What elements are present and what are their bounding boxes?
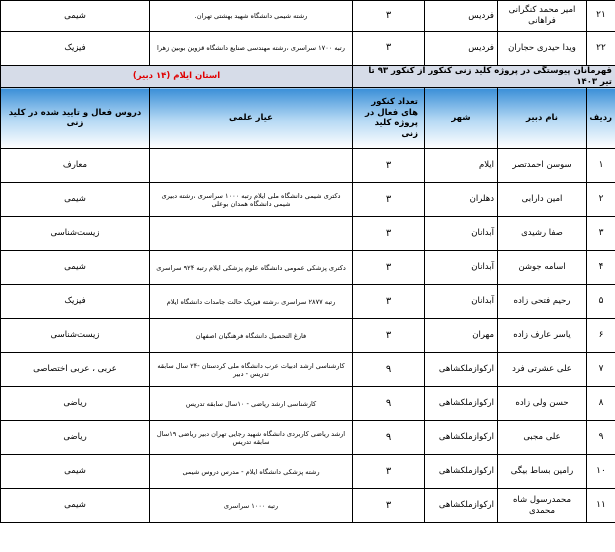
table-row bbox=[1, 1, 615, 32]
cell-city: ارکوازملکشاهی bbox=[425, 489, 498, 523]
cell-science: رتبه ۱۷۰۰ سراسری ،رشته مهندسی صنایع دانشگاه قزوین بوبین زهرا bbox=[150, 32, 353, 66]
cell-city: آبدانان bbox=[425, 285, 498, 319]
header-row bbox=[1, 88, 615, 149]
cell-lessons: شیمی bbox=[1, 489, 150, 523]
cell-lessons: فیزیک bbox=[1, 285, 150, 319]
header-rank: ردیف bbox=[587, 88, 615, 149]
cell-city: دهلران bbox=[425, 183, 498, 217]
cell-name: علی مجبی bbox=[498, 421, 587, 455]
cell-rank: ۶ bbox=[587, 319, 615, 353]
table-row bbox=[1, 489, 615, 523]
cell-count: ۳ bbox=[353, 251, 425, 285]
cell-name: امیر محمد کنگرانی فراهانی bbox=[498, 1, 587, 32]
cell-rank: ۱۰ bbox=[587, 455, 615, 489]
cell-name: سوسن احمدتصر bbox=[498, 149, 587, 183]
cell-name: صفا رشیدی bbox=[498, 217, 587, 251]
cell-name: ویدا حیدری حجاران bbox=[498, 32, 587, 66]
cell-science: رتبه ۲۸۷۷ سراسری ،رشته فیزیک حالت جامدات دانشگاه ایلام bbox=[150, 285, 353, 319]
cell-rank: ۹ bbox=[587, 421, 615, 455]
cell-count: ۳ bbox=[353, 489, 425, 523]
cell-science: کارشناسی ارشد ریاضی - ۱۰سال سابقه تدریس bbox=[150, 387, 353, 421]
table-row bbox=[1, 32, 615, 66]
province-banner bbox=[1, 66, 615, 88]
cell-science: کارشناسی ارشد ادبیات عرب دانشگاه ملی کردستان -۲۴ سال سابقه تدریس - دبیر bbox=[150, 353, 353, 387]
cell-count: ۳ bbox=[353, 319, 425, 353]
cell-count: ۳ bbox=[353, 32, 425, 66]
cell-count: ۳ bbox=[353, 1, 425, 32]
table-row bbox=[1, 387, 615, 421]
cell-count: ۹ bbox=[353, 387, 425, 421]
cell-count: ۹ bbox=[353, 353, 425, 387]
cell-rank: ۷ bbox=[587, 353, 615, 387]
cell-rank: ۴ bbox=[587, 251, 615, 285]
cell-count: ۳ bbox=[353, 455, 425, 489]
cell-count: ۳ bbox=[353, 285, 425, 319]
cell-lessons: شیمی bbox=[1, 251, 150, 285]
cell-name: رامین بساط بیگی bbox=[498, 455, 587, 489]
cell-science: دکتری پزشکی عمومی دانشگاه علوم پزشکی ایلام رتبه ۹۲۴ سراسری bbox=[150, 251, 353, 285]
cell-city: ایلام bbox=[425, 149, 498, 183]
cell-lessons: عربی ، عربی اختصاصی bbox=[1, 353, 150, 387]
cell-lessons: شیمی bbox=[1, 455, 150, 489]
table-row bbox=[1, 455, 615, 489]
cell-lessons: فیزیک bbox=[1, 32, 150, 66]
header-count: تعداد کنکور های فعال در پروژه کلید زنی bbox=[353, 88, 425, 149]
table-row bbox=[1, 421, 615, 455]
cell-city: ارکوازملکشاهی bbox=[425, 421, 498, 455]
cell-name: امین دارابی bbox=[498, 183, 587, 217]
cell-science bbox=[150, 149, 353, 183]
header-lessons: دروس فعال و تایید شده در کلید زنی bbox=[1, 88, 150, 149]
cell-science: رتبه ۱۰۰۰ سراسری bbox=[150, 489, 353, 523]
cell-lessons: معارف bbox=[1, 149, 150, 183]
cell-rank: ۸ bbox=[587, 387, 615, 421]
cell-science bbox=[150, 217, 353, 251]
cell-name: یاسر عارف زاده bbox=[498, 319, 587, 353]
cell-rank: ۱۱ bbox=[587, 489, 615, 523]
cell-rank: ۲۲ bbox=[587, 32, 615, 66]
cell-count: ۳ bbox=[353, 183, 425, 217]
cell-count: ۹ bbox=[353, 421, 425, 455]
table-row bbox=[1, 285, 615, 319]
cell-name: رحیم فتحی زاده bbox=[498, 285, 587, 319]
cell-lessons: ریاضی bbox=[1, 421, 150, 455]
cell-science: فارغ التحصیل دانشگاه فرهنگیان اصفهان bbox=[150, 319, 353, 353]
cell-rank: ۲۱ bbox=[587, 1, 615, 32]
cell-count: ۳ bbox=[353, 217, 425, 251]
cell-city: فردیس bbox=[425, 32, 498, 66]
header-name: نام دبیر bbox=[498, 88, 587, 149]
cell-city: مهران bbox=[425, 319, 498, 353]
table-row bbox=[1, 251, 615, 285]
cell-lessons: زیست‌شناسی bbox=[1, 217, 150, 251]
cell-science: رشته شیمی دانشگاه شهید بهشتی تهران. bbox=[150, 1, 353, 32]
cell-lessons: شیمی bbox=[1, 1, 150, 32]
table-row bbox=[1, 217, 615, 251]
cell-city: آبدانان bbox=[425, 217, 498, 251]
cell-city: ارکوازملکشاهی bbox=[425, 387, 498, 421]
cell-city: فردیس bbox=[425, 1, 498, 32]
cell-name: اسامه جوشن bbox=[498, 251, 587, 285]
cell-name: حسن ولی زاده bbox=[498, 387, 587, 421]
table-row bbox=[1, 353, 615, 387]
table-row bbox=[1, 319, 615, 353]
cell-rank: ۳ bbox=[587, 217, 615, 251]
cell-name: محمدرسول شاه محمدی bbox=[498, 489, 587, 523]
cell-lessons: ریاضی bbox=[1, 387, 150, 421]
cell-city: ارکوازملکشاهی bbox=[425, 455, 498, 489]
cell-city: آبدانان bbox=[425, 251, 498, 285]
cell-city: ارکوازملکشاهی bbox=[425, 353, 498, 387]
table-row bbox=[1, 149, 615, 183]
cell-rank: ۱ bbox=[587, 149, 615, 183]
cell-rank: ۵ bbox=[587, 285, 615, 319]
header-science: عیار علمی bbox=[150, 88, 353, 149]
banner-title: قهرمانان پیوستگی در پروژه کلید زنی کنکور از کنکور ۹۳ تا تیر ۱۴۰۳ bbox=[353, 66, 615, 88]
table-row bbox=[1, 183, 615, 217]
cell-lessons: شیمی bbox=[1, 183, 150, 217]
cell-science: رشته پزشکی دانشگاه ایلام - مدرس دروس شیمی bbox=[150, 455, 353, 489]
cell-lessons: زیست‌شناسی bbox=[1, 319, 150, 353]
cell-rank: ۲ bbox=[587, 183, 615, 217]
cell-name: علی عشرتی فرد bbox=[498, 353, 587, 387]
cell-science: ارشد ریاضی کاربردی دانشگاه شهید رجایی تهران دبیر ریاضی ۱۹سال سابقه تدریس bbox=[150, 421, 353, 455]
cell-count: ۳ bbox=[353, 149, 425, 183]
province-title: استان ایلام (۱۴ دبیر) bbox=[1, 66, 353, 88]
header-city: شهر bbox=[425, 88, 498, 149]
cell-science: دکتری شیمی دانشگاه ملی ایلام رتبه ۱۰۰۰ سراسری ،رشته دبیری شیمی دانشگاه همدان بوعلی bbox=[150, 183, 353, 217]
